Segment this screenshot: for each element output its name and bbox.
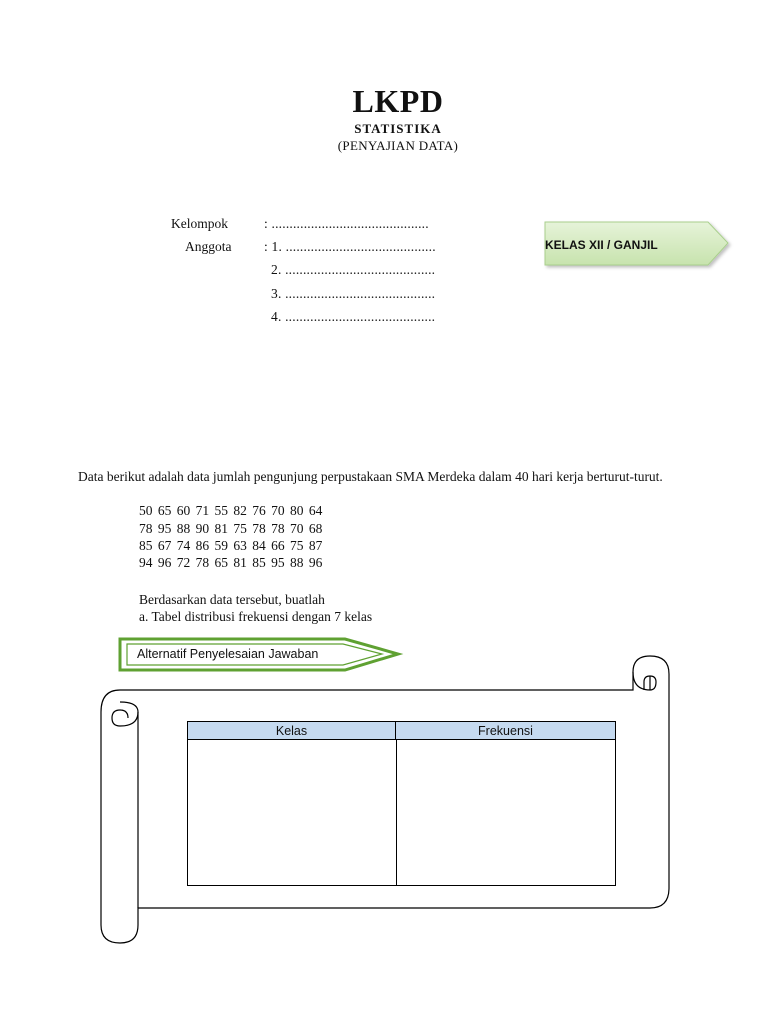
data-row-3: 85 67 74 86 59 63 84 66 75 87 — [139, 538, 323, 553]
kelas-answer-cell[interactable] — [188, 740, 396, 885]
anggota-field-4[interactable]: 4. .......................................... — [271, 309, 436, 324]
class-badge-label: KELAS XII / GANJIL — [545, 238, 658, 252]
data-row-2: 78 95 88 90 81 75 78 78 70 68 — [139, 521, 323, 536]
frequency-table — [187, 721, 616, 886]
task-text: a. Tabel distribusi frekuensi dengan 7 kelas — [139, 609, 373, 624]
table-header-kelas: Kelas — [188, 722, 396, 740]
kelompok-field[interactable]: : ............................................ — [264, 216, 429, 231]
data-row-4: 94 96 72 78 65 81 85 95 88 96 — [139, 555, 323, 570]
anggota-field-3[interactable]: 3. .......................................... — [271, 286, 436, 301]
intro-paragraph: Data berikut adalah data jumlah pengunjung perpustakaan SMA Merdeka dalam 40 hari kerja berturut-turut. — [78, 469, 663, 484]
anggota-field-1[interactable]: : 1. .......................................... — [264, 239, 436, 254]
page-subtitle-secondary: (PENYAJIAN DATA) — [337, 138, 459, 153]
table-header-frekuensi: Frekuensi — [396, 722, 615, 740]
page-title: LKPD — [352, 83, 444, 119]
answer-banner-label: Alternatif Penyelesaian Jawaban — [137, 647, 319, 661]
anggota-field-2[interactable]: 2. .......................................... — [271, 262, 436, 277]
kelompok-label: Kelompok — [171, 216, 228, 231]
anggota-label: Anggota — [185, 239, 232, 254]
page-subtitle: STATISTIKA — [354, 121, 442, 136]
instruction-text: Berdasarkan data tersebut, buatlah — [139, 592, 325, 607]
data-row-1: 50 65 60 71 55 82 76 70 80 64 — [139, 503, 323, 518]
frekuensi-answer-cell[interactable] — [397, 740, 615, 885]
